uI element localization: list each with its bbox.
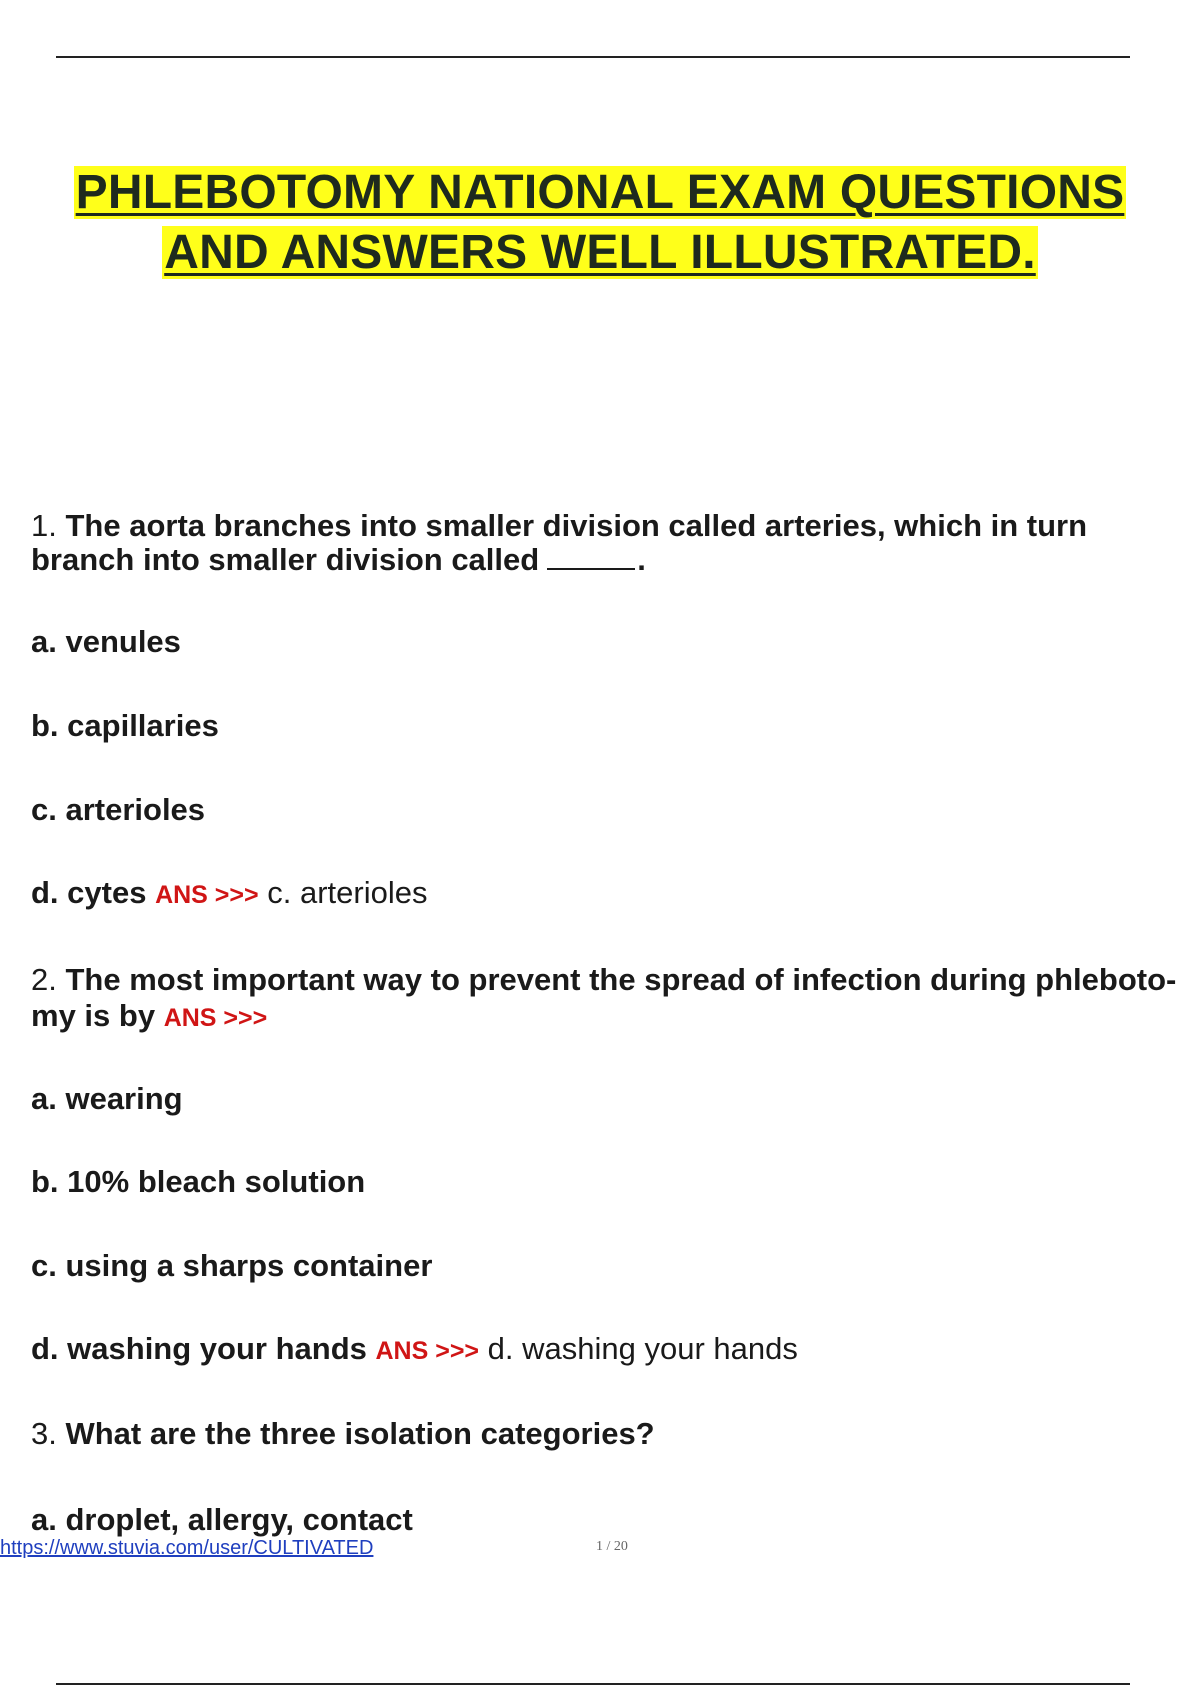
title-line-1: PHLEBOTOMY NATIONAL EXAM QUESTIONS (75, 166, 1125, 219)
top-rule (56, 56, 1130, 58)
document-title (0, 163, 1200, 283)
question-text: The aorta branches into smaller division called arteries, which in turn (65, 508, 1088, 543)
answer-text: c. arterioles (267, 875, 428, 910)
question-text: The most important way to prevent the spread of infection during phleboto- (65, 962, 1177, 997)
ans-label: ANS >>> (163, 1004, 268, 1032)
answer-text: d. washing your hands (487, 1331, 798, 1366)
option-1a: a. venules (31, 624, 181, 659)
option-1c: c. arterioles (31, 792, 206, 827)
question-2-stem-line-2 (31, 998, 267, 1036)
option-3a: a. droplet, allergy, contact (31, 1502, 413, 1537)
answer-blank (547, 542, 635, 570)
bottom-rule (56, 1683, 1130, 1685)
title-line-2: AND ANSWERS WELL ILLUSTRATED. (164, 226, 1036, 279)
stuvia-user-link[interactable]: https://www.stuvia.com/user/CULTIVATED (0, 1537, 374, 1559)
question-1-stem-line-1 (31, 508, 1087, 544)
option-2d: d. washing your hands ANS >>> d. washing your hands (31, 1331, 798, 1366)
question-text: my is by (31, 998, 156, 1033)
option-1b: b. capillaries (31, 708, 219, 743)
question-text: What are the three isolation categories? (65, 1416, 655, 1451)
ans-label: ANS >>> (155, 881, 259, 909)
question-number: 1. (31, 508, 57, 543)
option-1d: d. cytes ANS >>> c. arterioles (31, 875, 428, 910)
question-3-stem (31, 1416, 655, 1452)
question-1-stem-line-2: branch into smaller division called . (31, 542, 646, 577)
question-2-stem-line-1 (31, 962, 1176, 998)
question-number: 3. (31, 1416, 57, 1451)
page-number: 1 / 20 (596, 1539, 628, 1554)
question-text: branch into smaller division called (31, 542, 540, 577)
option-2a: a. wearing (31, 1081, 183, 1116)
ans-label: ANS >>> (375, 1337, 480, 1365)
option-2c: c. using a sharps container (31, 1248, 433, 1283)
option-2b: b. 10% bleach solution (31, 1164, 366, 1199)
question-number: 2. (31, 962, 57, 997)
